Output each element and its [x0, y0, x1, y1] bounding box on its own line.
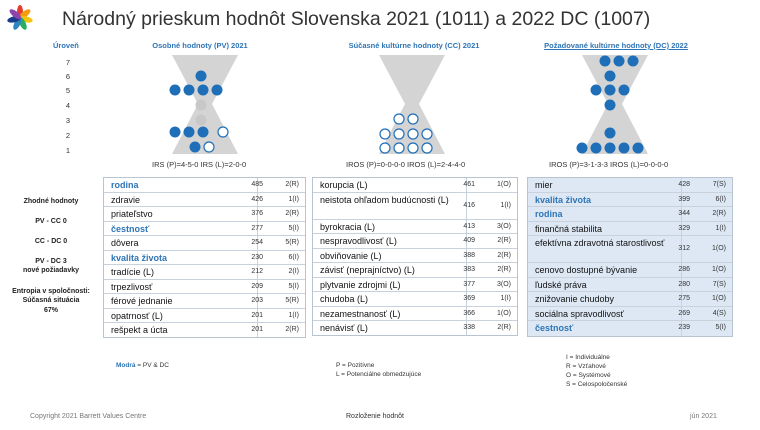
table-row: mier 428 7(S): [528, 178, 732, 193]
table-row: zdravie 426 1(I): [104, 193, 305, 207]
table-row: plytvanie zdrojmi (L) 377 3(O): [313, 278, 517, 292]
pv-irs: IRS (P)=4-5-0 IRS (L)=2-0-0: [152, 160, 247, 169]
table-row: závisť (neprajníctvo) (L) 383 2(R): [313, 263, 517, 278]
dc-iros: IROS (P)=3-1-3-3 IROS (L)=0-0-0-0: [549, 160, 669, 169]
legend-societal: S = Celospoločenské: [566, 381, 628, 388]
footer-date: jún 2021: [690, 413, 717, 420]
new-requirements-label: nové požiadavky: [22, 267, 80, 274]
table-row: obviňovanie (L) 388 2(R): [313, 249, 517, 263]
legend-individual: I = Individuálne: [566, 354, 610, 361]
dc-table: [527, 177, 733, 337]
legend-positive: P = Pozitívne: [336, 362, 375, 369]
table-row: rodina 485 2(R): [104, 178, 305, 193]
table-row: rešpekt a úcta 201 2(R): [111, 325, 299, 335]
levels-header: Úroveň: [53, 41, 79, 50]
table-row: nenávisť (L) 338 2(R): [320, 323, 511, 333]
table-row: neistota ohľadom budúcnosti (L) 416 1(I): [313, 193, 517, 220]
level-6: 6: [65, 72, 71, 81]
level-2: 2: [65, 131, 71, 140]
level-7: 7: [65, 58, 71, 67]
footer-title: Rozloženie hodnôt: [346, 413, 404, 420]
current-situation-label: Súčasná situácia: [22, 297, 80, 304]
cc-table: [312, 177, 518, 336]
legend-relational: R = Vzťahové: [566, 363, 606, 370]
table-row: efektívna zdravotná starostlivosť 312 1(O): [528, 236, 732, 263]
cc-iros: IROS (P)=0-0-0-0 IROS (L)=2-4-4-0: [346, 160, 466, 169]
level-1: 1: [65, 146, 71, 155]
legend-blue-word: Modrá: [116, 362, 136, 369]
table-row: čestnosť 239 5(I): [535, 323, 726, 333]
table-row: čestnosť 277 5(I): [104, 222, 305, 236]
table-row: tradície (L) 212 2(I): [104, 265, 305, 280]
level-4: 4: [65, 101, 71, 110]
cc-header: Súčasné kultúrne hodnoty (CC) 2021: [348, 41, 480, 50]
table-row: chudoba (L) 369 1(I): [313, 292, 517, 307]
page-title: Národný prieskum hodnôt Slovenska 2021 (1011) a 2022 DC (1007): [62, 8, 651, 30]
table-row: dôvera 254 5(R): [104, 236, 305, 251]
table-row: nezamestnanosť (L) 366 1(O): [313, 307, 517, 321]
table-row: finančná stabilita 329 1(I): [528, 222, 732, 236]
pv-table: [103, 177, 306, 338]
table-row: cenovo dostupné bývanie 286 1(O): [528, 263, 732, 278]
table-row: ľudské práva 280 7(S): [528, 278, 732, 292]
level-3: 3: [65, 116, 71, 125]
pv-header: Osobné hodnoty (PV) 2021: [152, 41, 248, 50]
table-row: sociálna spravodlivosť 269 4(S): [528, 307, 732, 321]
table-row: priateľstvo 376 2(R): [104, 207, 305, 222]
table-row: rodina 344 2(R): [528, 207, 732, 222]
table-row: trpezlivosť 209 5(I): [104, 280, 305, 294]
legend-blue: [116, 362, 169, 369]
legend-limiting: L = Potenciálne obmedzujúce: [336, 371, 422, 378]
legend-systemic: O = Systémové: [566, 372, 611, 379]
barrett-logo-icon: [6, 4, 34, 32]
table-row: korupcia (L) 461 1(O): [313, 178, 517, 193]
table-row: férové jednanie 203 5(R): [104, 294, 305, 309]
level-5: 5: [65, 86, 71, 95]
table-row: kvalita života 230 6(I): [104, 251, 305, 265]
legend-blue-text: = PV & DC: [135, 362, 169, 369]
table-row: kvalita života 399 6(I): [528, 193, 732, 207]
table-row: byrokracia (L) 413 3(O): [313, 220, 517, 234]
table-row: opatrnosť (L) 201 1(I): [104, 309, 305, 323]
table-row: znižovanie chudoby 275 1(O): [528, 292, 732, 307]
pv-dc-label: PV - DC 3: [35, 258, 67, 265]
dc-header: Požadované kultúrne hodnoty (DC) 2022: [544, 41, 688, 50]
cc-dc-label: CC - DC 0: [34, 238, 68, 245]
pv-cc-label: PV - CC 0: [35, 218, 67, 225]
pv-hourglass-diagram: [150, 52, 260, 158]
matching-values-label: Zhodné hodnoty: [23, 198, 79, 205]
entropy-percent: 67%: [43, 307, 58, 314]
cc-hourglass-diagram: [357, 52, 467, 158]
entropy-label: Entropia v spoločnosti:: [12, 288, 90, 295]
dc-hourglass-diagram: [560, 52, 670, 158]
table-row: nespravodlivosť (L) 409 2(R): [313, 234, 517, 249]
footer-copyright: Copyright 2021 Barrett Values Centre: [30, 413, 147, 420]
